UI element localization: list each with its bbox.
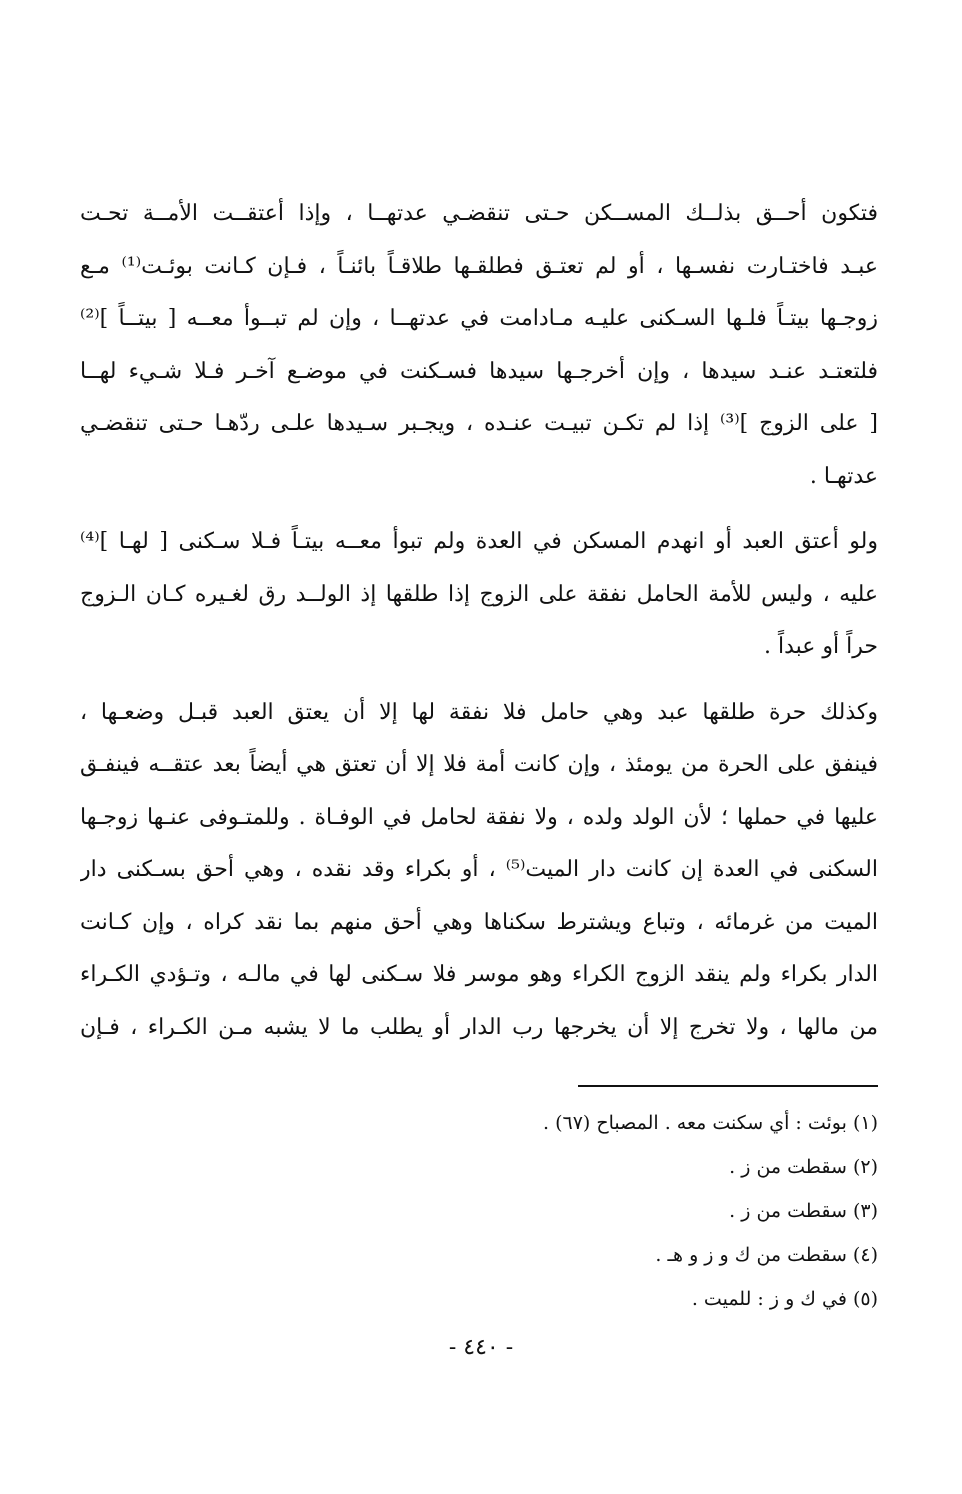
paragraph-1	[80, 188, 878, 503]
text-line: وكذلك حرة طلقها عبد وهي حامل فلا نفقة لها إلا أن يعتق العبد قبـل وضعـها ،	[80, 699, 878, 725]
text-line: عليها في حملها ؛ لأن الولد ولده ، ولا نفقة لحامل في الوفـاة . وللمتـوفى عنـها زوجـها	[80, 804, 878, 830]
text-line: عليه ، وليس للأمة الحامل نفقة على الزوج إذا طلقها إذ الولــد رق لغـيره كـان الـزوج	[80, 581, 878, 607]
footnote-1: (١) بوئت : أي سكنت معه . المصباح (٦٧) .	[543, 1112, 878, 1134]
text-line: الميت من غرمائه ، وتباع ويشترط سكناها وهي أحق منهم بما نقد كراه ، وإن كـانت	[80, 909, 878, 935]
footnote-2: (٢) سقطت من ز .	[729, 1156, 878, 1178]
text-line: فتكون أحــق بذلــك المســكن حـتى تنقضـي عدتهــا ، وإذا أعتقــت الأمــة تحـت	[80, 201, 878, 226]
paragraph-gap	[80, 503, 878, 516]
text-line: فينفق على الحرة من يومئذ ، وإن كانت أمة فلا إلا أن تعتق هي أيضاً بعد عتقــه فينفـق	[80, 752, 878, 777]
main-text	[80, 188, 878, 1054]
paragraph-gap	[80, 674, 878, 687]
text-line: حراً أو عبداً .	[764, 634, 878, 659]
text-line: ولو أعتق العبد أو انهدم المسكن في العدة ولم تبوأ معــه بيتـاً فـلا سـكنى [ لهـا ]⁽⁴⁾	[80, 529, 878, 554]
text-line: عدتهـا .	[809, 463, 878, 489]
text-line: زوجـها بيتـاً فلـها السـكنى عليـه مـادامت في عدتهــا ، وإن لم تبــوأ معــه [ بيتــاً ]⁽²⁾	[80, 306, 878, 331]
text-line: السكنى في العدة إن كانت دار الميت⁽⁵⁾ ، أو بكراء وقد نقده ، وهي أحق بسـكنى دار	[80, 857, 878, 882]
footnote-5: (٥) في ك و ز : للميت .	[691, 1288, 878, 1310]
text-line: [ على الزوج ]⁽³⁾ إذا لم تكـن تبيـت عنـده ، ويجـبر سـيدها علـى ردّهـا حـتى تنقضـي	[80, 411, 878, 436]
text-line: الدار بكراء ولم ينقد الزوج الكراء وهو موسر فلا سـكنى لها في مالـه ، وتـؤدي الكـراء	[80, 962, 878, 987]
footnote-3: (٣) سقطت من ز .	[729, 1200, 878, 1222]
text-line: عبـد فاختـارت نفسـها ، أو لم تعتـق فطلقـها طلاقـاً بائنـاً ، فـإن كـانت بوئـت⁽¹⁾ مـع	[80, 253, 878, 279]
page-number: - ٤٤٠ -	[448, 1335, 514, 1360]
text-line: فلتعتـد عنـد سيدها ، وإن أخرجـها سيدها فسـكنت في موضـع آخـر فـلا شـيء لهــا	[80, 358, 878, 384]
paragraph-3	[80, 687, 878, 1055]
footnote-separator	[578, 1085, 878, 1087]
footnote-4: (٤) سقطت من ك و ز و هـ .	[655, 1244, 878, 1266]
footnotes	[178, 1101, 878, 1321]
text-line: من مالها ، ولا تخرج إلا أن يخرجها رب الدار أو يطلب ما لا يشبه مـن الكـراء ، فـإن	[80, 1014, 878, 1040]
paragraph-2	[80, 516, 878, 674]
